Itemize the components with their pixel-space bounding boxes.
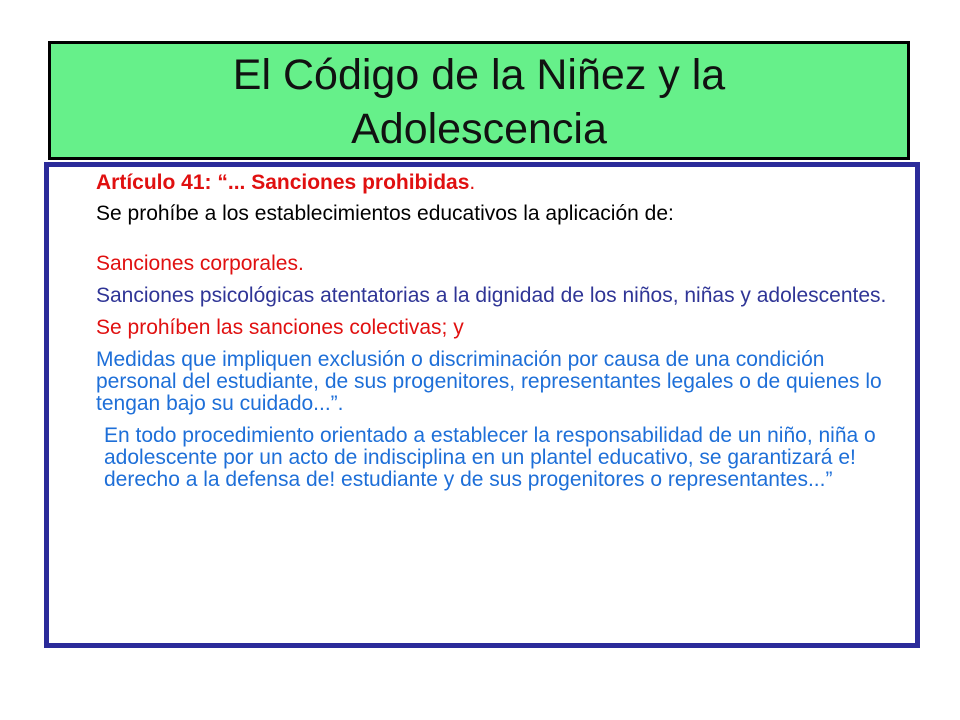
closing-paragraph: En todo procedimiento orientado a establecer la responsabilidad de un niño, niña o adolescente por un acto de indisciplina en un plantel educativo, se garantizará e! derecho a la defensa de! estudiante y de sus progenitores o representantes...” <box>104 424 876 491</box>
list-item-corporal: Sanciones corporales. <box>96 252 304 275</box>
article-intro: Se prohíbe a los establecimientos educativos la aplicación de: <box>96 202 674 225</box>
article-heading-bold: Artículo 41: “... Sanciones prohibidas <box>96 171 470 194</box>
article-heading-suffix: . <box>469 171 476 194</box>
list-item-collective: Se prohíben las sanciones colectivas; y <box>96 316 464 339</box>
list-item-psychological: Sanciones psicológicas atentatorias a la dignidad de los niños, niñas y adolescentes. <box>96 284 887 307</box>
list-item-exclusion: Medidas que impliquen exclusión o discriminación por causa de una condición personal del estudiante, de sus progenitores, representantes legales o de quienes lo tengan bajo su cuidado...”. <box>96 348 882 415</box>
article-body <box>96 172 908 491</box>
title-box <box>48 41 910 160</box>
article-heading <box>96 172 908 194</box>
slide-title: El Código de la Niñez y la Adolescencia <box>232 50 726 153</box>
